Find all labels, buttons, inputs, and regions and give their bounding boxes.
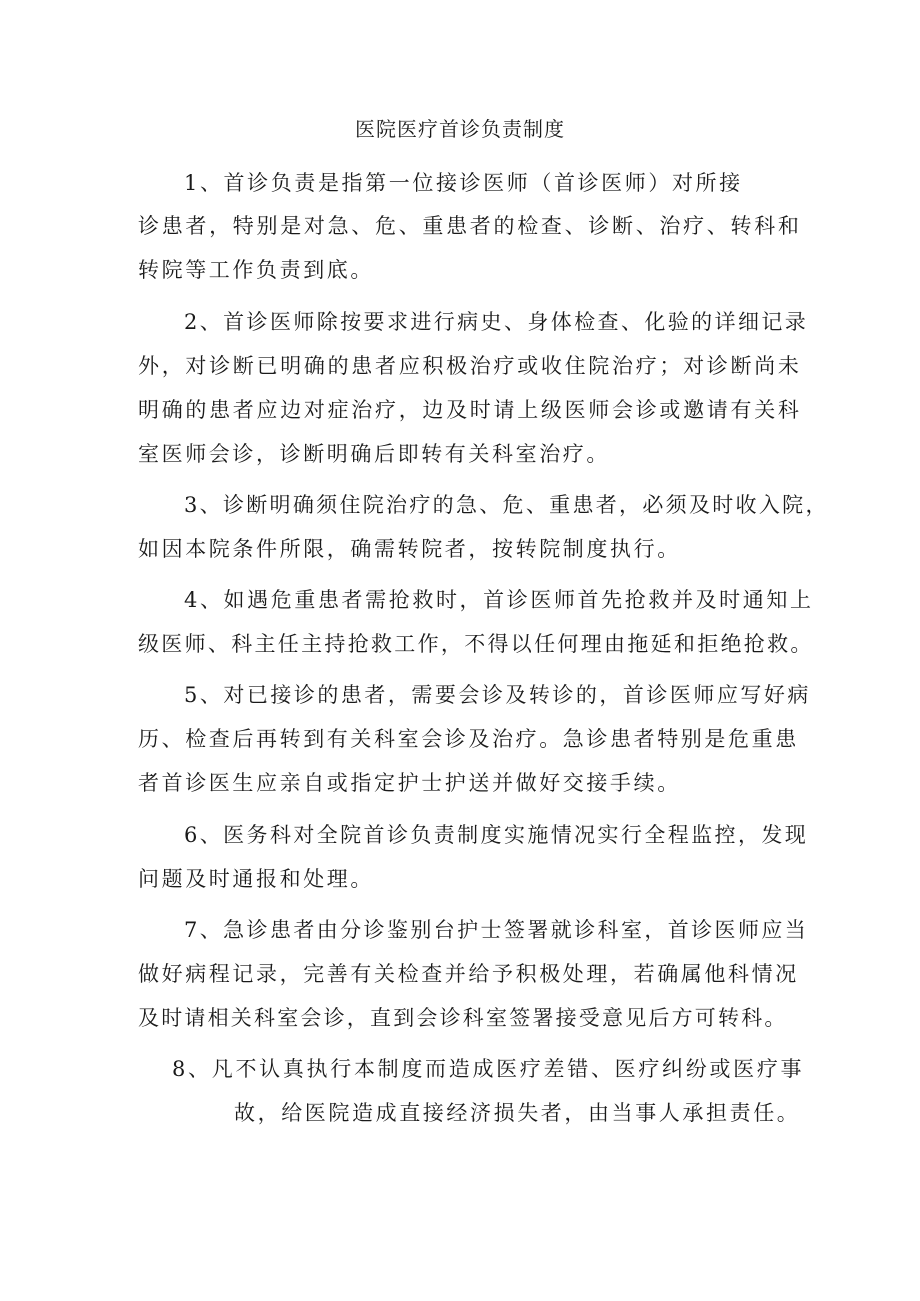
text-line: 2、首诊医师除按要求进行病史、身体检查、化验的详细记录 bbox=[184, 310, 809, 334]
text-line: 5、对已接诊的患者，需要会诊及转诊的，首诊医师应写好病 bbox=[184, 683, 811, 707]
text-line: 故，给医院造成直接经济损失者，由当事人承担责任。 bbox=[234, 1101, 801, 1125]
text-line: 如因本院条件所限，确需转院者，按转院制度执行。 bbox=[138, 537, 681, 561]
text-line: 4、如遇危重患者需抢救时，首诊医师首先抢救并及时通知上 bbox=[184, 588, 814, 612]
text-line: 室医师会诊，诊断明确后即转有关科室治疗。 bbox=[138, 442, 610, 466]
text-line: 诊患者，特别是对急、危、重患者的检查、诊断、治疗、转科和 bbox=[138, 214, 802, 238]
text-line: 者首诊医生应亲自或指定护士护送并做好交接手续。 bbox=[138, 771, 681, 795]
text-line: 明确的患者应边对症治疗，边及时请上级医师会诊或邀请有关科 bbox=[138, 398, 802, 422]
text-line: 转院等工作负责到底。 bbox=[138, 258, 374, 282]
document-title: 医院医疗首诊负责制度 bbox=[355, 117, 565, 141]
text-line: 6、医务科对全院首诊负责制度实施情况实行全程监控，发现 bbox=[184, 823, 809, 847]
text-line: 做好病程记录，完善有关检查并给予积极处理，若确属他科情况 bbox=[138, 962, 799, 986]
text-line: 及时请相关科室会诊，直到会诊科室签署接受意见后方可转科。 bbox=[138, 1006, 788, 1030]
text-line: 级医师、科主任主持抢救工作，不得以任何理由拖延和拒绝抢救。 bbox=[138, 632, 814, 656]
text-line: 1、首诊负责是指第一位接诊医师（首诊医师）对所接 bbox=[184, 171, 743, 195]
text-line: 7、急诊患者由分诊鉴别台护士签署就诊科室，首诊医师应当 bbox=[184, 918, 809, 942]
text-line: 历、检查后再转到有关科室会诊及治疗。急诊患者特别是危重患 bbox=[138, 727, 799, 751]
text-line: 3、诊断明确须住院治疗的急、危、重患者，必须及时收入院， bbox=[184, 493, 829, 517]
text-line: 外，对诊断已明确的患者应积极治疗或收住院治疗；对诊断尚未 bbox=[138, 354, 802, 378]
text-line: 问题及时通报和处理。 bbox=[138, 867, 374, 891]
text-line: 8、凡不认真执行本制度而造成医疗差错、医疗纠纷或医疗事 bbox=[172, 1057, 805, 1081]
